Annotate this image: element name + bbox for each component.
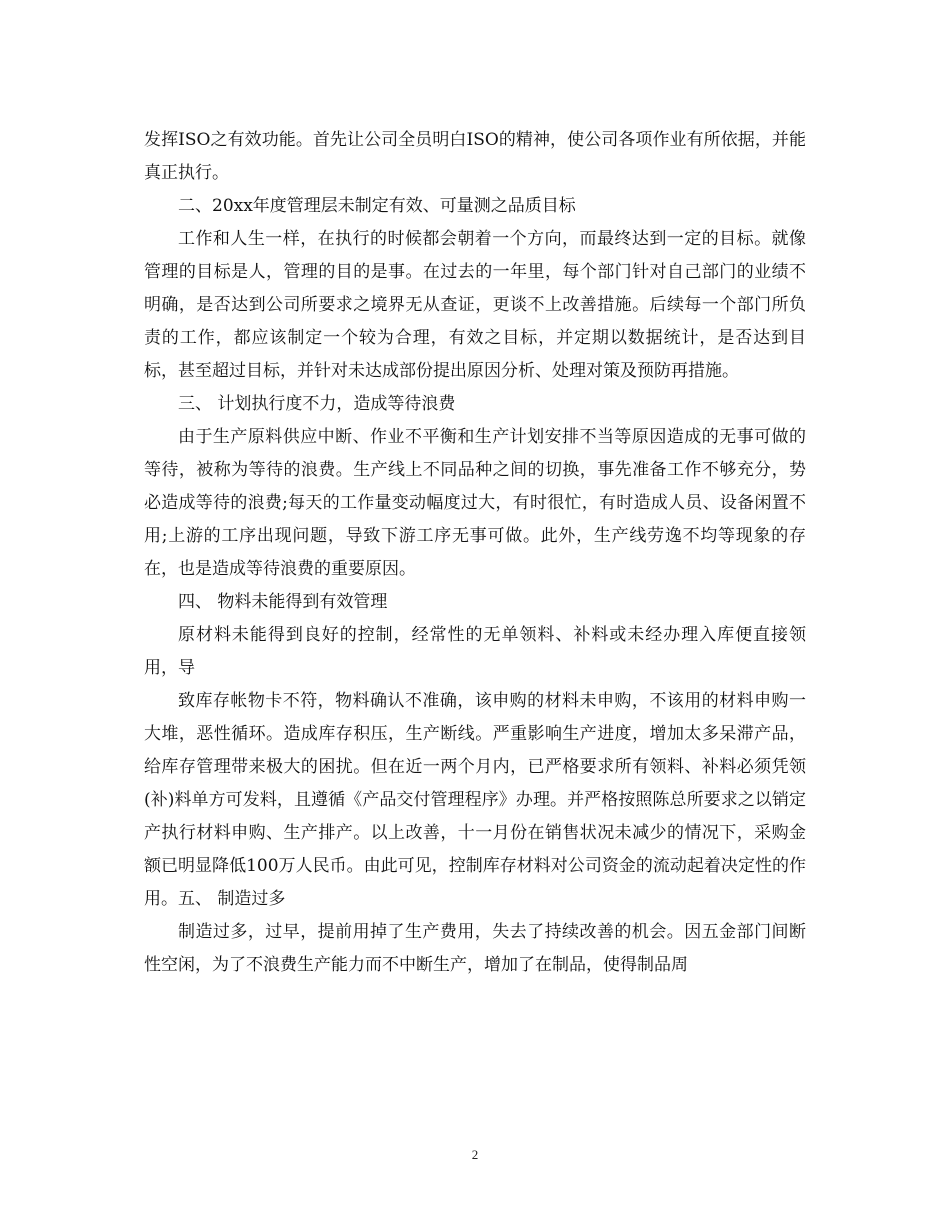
page-number: 2 [471,1147,479,1162]
section-heading: 二、20xx年度管理层未制定有效、可量测之品质目标 [178,196,576,216]
paragraph: 由于生产原料供应中断、作业不平衡和生产计划安排不当等原因造成的无事可做的等待，被称为等待的浪费。生产线上不同品种之间的切换，事先准备工作不够充分，势必造成等待的浪费;每天的工作量变动幅度过大，有时很忙，有时造成人员、设备闲置不用;上游的工序出现问题，导致下游工序无事可做。此外，生产线劳逸不均等现象的存在，也是造成等待浪费的重要原因。 [144,427,806,579]
paragraph: 制造过多，过早，提前用掉了生产费用，失去了持续改善的机会。因五金部门间断性空闲，为了不浪费生产能力而不中断生产，增加了在制品，使得制品周 [144,922,806,975]
paragraph: 发挥ISO之有效功能。首先让公司全员明白ISO的精神，使公司各项作业有所依据，并能真正执行。 [144,130,806,183]
section-heading: 四、 物料未能得到有效管理 [178,592,388,612]
body-text [144,124,806,982]
paragraph: 工作和人生一样，在执行的时候都会朝着一个方向，而最终达到一定的目标。就像管理的目标是人，管理的目的是事。在过去的一年里，每个部门针对自己部门的业绩不明确，是否达到公司所要求之境界无从查证，更谈不上改善措施。后续每一个部门所负责的工作，都应该制定一个较为合理，有效之目标，并定期以数据统计，是否达到目标，甚至超过目标，并针对未达成部份提出原因分析、处理对策及预防再措施。 [144,229,806,381]
paragraph: 原材料未能得到良好的控制，经常性的无单领料、补料或未经办理入库便直接领用，导 [144,625,806,678]
section-heading: 三、 计划执行度不力，造成等待浪费 [178,394,456,414]
paragraph: 致库存帐物卡不符，物料确认不准确，该申购的材料未申购，不该用的材料申购一大堆，恶性循环。造成库存积压，生产断线。严重影响生产进度，增加太多呆滞产品，给库存管理带来极大的困扰。但在近一两个月内，已严格要求所有领料、补料必须凭领(补)料单方可发料，且遵循《产品交付管理程序》办理。并严格按照陈总所要求之以销定产执行材料申购、生产排产。以上改善，十一月份在销售状况未减少的情况下，采购金额已明显降低100万人民币。由此可见，控制库存材料对公司资金的流动起着决定性的作用。五、 制造过多 [144,691,806,909]
